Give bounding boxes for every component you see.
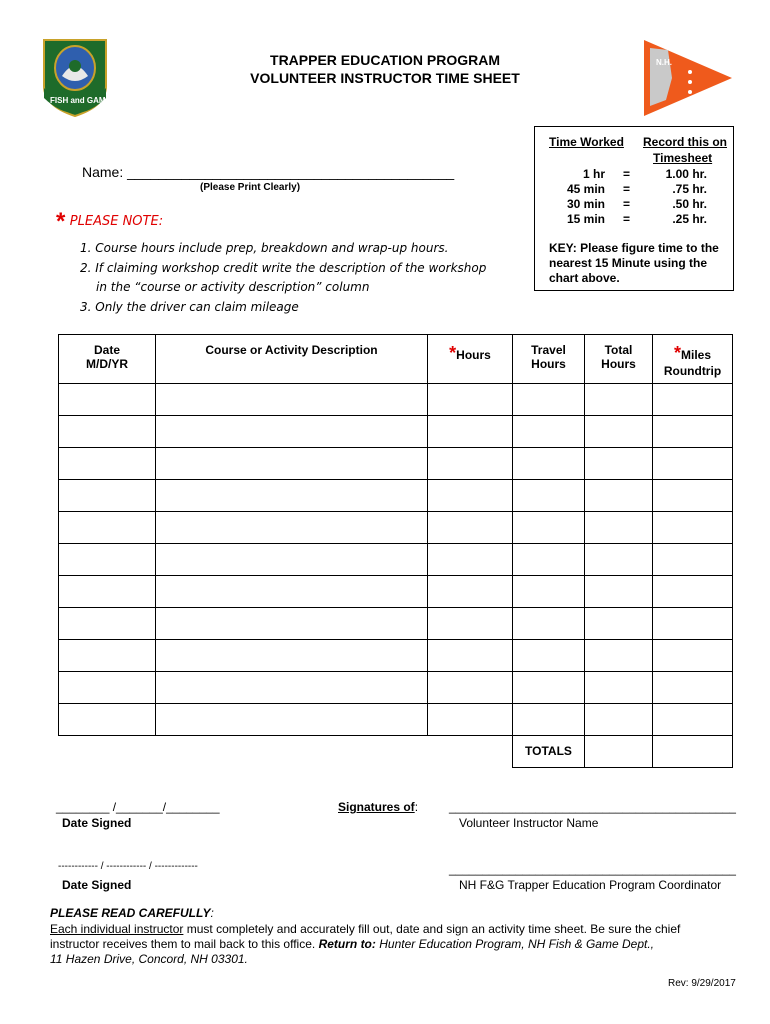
key-text-line3: chart above.: [549, 271, 620, 285]
travel-hours-cell[interactable]: [513, 576, 585, 608]
table-row[interactable]: [59, 448, 733, 480]
name-input-line[interactable]: __________________________________________: [127, 164, 455, 180]
record-header: Record this on: [643, 135, 728, 149]
totals-label: TOTALS: [513, 736, 585, 768]
date-cell[interactable]: [59, 544, 156, 576]
total-hours-cell[interactable]: [585, 416, 653, 448]
date-cell[interactable]: [59, 416, 156, 448]
note-item-2: 2. If claiming workshop credit write the description of the workshop: [80, 261, 487, 275]
key-text-line2: nearest 15 Minute using the: [549, 256, 708, 270]
equals-sign: =: [623, 197, 631, 211]
description-cell[interactable]: [156, 640, 428, 672]
note-item-1: 1. Course hours include prep, breakdown and wrap-up hours.: [80, 241, 449, 255]
hours-cell[interactable]: [428, 640, 513, 672]
equals-sign: =: [623, 167, 631, 181]
table-row[interactable]: [59, 576, 733, 608]
logo-text: FISH and GAME: [50, 96, 111, 105]
total-hours-cell[interactable]: [585, 704, 653, 736]
table-row[interactable]: [59, 384, 733, 416]
table-row[interactable]: [59, 480, 733, 512]
miles-cell[interactable]: [653, 608, 733, 640]
key-text-line1: KEY: Please figure time to the: [549, 241, 719, 255]
date-cell[interactable]: [59, 448, 156, 480]
name-hint: (Please Print Clearly): [200, 182, 301, 193]
travel-hours-cell[interactable]: [513, 544, 585, 576]
record-header-line2: Timesheet: [653, 151, 713, 165]
document-title-line1: TRAPPER EDUCATION PROGRAM: [270, 52, 500, 68]
miles-cell[interactable]: [653, 576, 733, 608]
description-cell[interactable]: [156, 480, 428, 512]
date-cell[interactable]: [59, 704, 156, 736]
travel-hours-cell[interactable]: [513, 416, 585, 448]
time-worked-cell: 30 min: [566, 197, 605, 211]
name-field[interactable]: [82, 164, 454, 180]
please-note-label: PLEASE NOTE:: [69, 214, 164, 229]
signatures-label: Signatures of:: [338, 800, 419, 814]
table-row[interactable]: [59, 416, 733, 448]
description-cell[interactable]: [156, 448, 428, 480]
travel-hours-cell[interactable]: [513, 384, 585, 416]
equals-sign: =: [623, 212, 631, 226]
description-cell[interactable]: [156, 512, 428, 544]
table-row[interactable]: [59, 704, 733, 736]
time-worked-header: Time Worked: [549, 135, 624, 149]
total-hours-cell[interactable]: [585, 448, 653, 480]
date-signed-line-1[interactable]: ________ /_______/________: [56, 800, 220, 814]
date-cell[interactable]: [59, 608, 156, 640]
table-row[interactable]: [59, 672, 733, 704]
note-star: *: [56, 208, 66, 235]
miles-cell[interactable]: [653, 512, 733, 544]
logo-text: N.H.: [656, 58, 672, 67]
time-conversion-box: [534, 126, 734, 291]
coordinator-signature-line[interactable]: ___________________________________________: [449, 862, 736, 876]
travel-hours-cell[interactable]: [513, 608, 585, 640]
total-hours-cell[interactable]: [585, 384, 653, 416]
total-hours-cell[interactable]: [585, 576, 653, 608]
miles-cell[interactable]: [653, 384, 733, 416]
total-hours-cell[interactable]: [585, 544, 653, 576]
miles-cell[interactable]: [653, 480, 733, 512]
table-header-row: [59, 335, 733, 384]
hours-cell[interactable]: [428, 384, 513, 416]
description-cell[interactable]: [156, 544, 428, 576]
total-miles-sum-cell[interactable]: [653, 736, 733, 768]
equals-sign: =: [623, 182, 631, 196]
travel-hours-cell[interactable]: [513, 640, 585, 672]
date-cell[interactable]: [59, 384, 156, 416]
hours-cell[interactable]: [428, 480, 513, 512]
note-item-2-continued: in the “course or activity description” column: [96, 280, 370, 294]
miles-cell[interactable]: [653, 544, 733, 576]
hours-cell[interactable]: [428, 608, 513, 640]
total-hours-cell[interactable]: [585, 608, 653, 640]
instructions-line-1: Each individual instructor must completely and accurately fill out, date and sign an activity time sheet. Be sure the chief: [50, 922, 681, 936]
document-title-line2: VOLUNTEER INSTRUCTOR TIME SHEET: [250, 70, 520, 86]
record-cell: 1.00 hr.: [665, 167, 707, 181]
header-hours: *Hours: [428, 335, 513, 384]
description-cell[interactable]: [156, 608, 428, 640]
instructions-line-3: 11 Hazen Drive, Concord, NH 03301.: [50, 952, 248, 966]
hours-cell[interactable]: [428, 704, 513, 736]
volunteer-signature-line[interactable]: ___________________________________________: [449, 800, 736, 814]
time-worked-cell: 1 hr: [582, 167, 605, 181]
date-cell[interactable]: [59, 512, 156, 544]
miles-cell[interactable]: [653, 448, 733, 480]
time-worked-cell: 15 min: [566, 212, 605, 226]
hours-cell[interactable]: [428, 544, 513, 576]
total-hours-sum-cell[interactable]: [585, 736, 653, 768]
travel-hours-cell[interactable]: [513, 480, 585, 512]
miles-cell[interactable]: [653, 640, 733, 672]
description-cell[interactable]: [156, 576, 428, 608]
header-total-hours: Total Hours: [585, 335, 653, 384]
hours-cell[interactable]: [428, 512, 513, 544]
table-row[interactable]: [59, 608, 733, 640]
note-heading: [56, 208, 163, 236]
date-signed-label-1: Date Signed: [62, 816, 132, 830]
miles-cell[interactable]: [653, 416, 733, 448]
header-date: Date M/D/YR: [59, 335, 156, 384]
table-row[interactable]: [59, 640, 733, 672]
description-cell[interactable]: [156, 704, 428, 736]
date-cell[interactable]: [59, 576, 156, 608]
totals-row: [59, 736, 733, 768]
description-cell[interactable]: [156, 416, 428, 448]
time-sheet-table: [58, 334, 733, 768]
travel-hours-cell[interactable]: [513, 512, 585, 544]
record-cell: .50 hr.: [672, 197, 707, 211]
read-carefully-heading: PLEASE READ CAREFULLY:: [50, 906, 214, 920]
header-travel-hours: Travel Hours: [513, 335, 585, 384]
total-hours-cell[interactable]: [585, 480, 653, 512]
header-description: Course or Activity Description: [156, 335, 428, 384]
date-signed-line-2[interactable]: ------------ / ------------ / -------------: [58, 861, 198, 872]
date-cell[interactable]: [59, 640, 156, 672]
date-signed-label-2: Date Signed: [62, 878, 132, 892]
hours-cell[interactable]: [428, 576, 513, 608]
miles-cell[interactable]: [653, 672, 733, 704]
description-cell[interactable]: [156, 384, 428, 416]
time-worked-cell: 45 min: [566, 182, 605, 196]
total-hours-cell[interactable]: [585, 672, 653, 704]
note-item-3: 3. Only the driver can claim mileage: [80, 300, 299, 314]
date-cell[interactable]: [59, 480, 156, 512]
record-cell: .25 hr.: [672, 212, 707, 226]
date-cell[interactable]: [59, 672, 156, 704]
volunteer-signature-label: Volunteer Instructor Name: [459, 816, 599, 830]
description-cell[interactable]: [156, 672, 428, 704]
hours-cell[interactable]: [428, 448, 513, 480]
travel-hours-cell[interactable]: [513, 672, 585, 704]
hours-cell[interactable]: [428, 672, 513, 704]
header-miles-roundtrip: *Miles Roundtrip: [653, 335, 733, 384]
table-row[interactable]: [59, 512, 733, 544]
total-hours-cell[interactable]: [585, 512, 653, 544]
record-cell: .75 hr.: [672, 182, 707, 196]
travel-hours-cell[interactable]: [513, 704, 585, 736]
revision-date: Rev: 9/29/2017: [668, 978, 736, 989]
name-label: Name:: [82, 164, 124, 180]
miles-cell[interactable]: [653, 704, 733, 736]
instructions-line-2: instructor receives them to mail back to this office. Return to: Hunter Education Program, NH Fish & Game Dept.,: [50, 937, 654, 951]
trapper-education-logo: [642, 38, 734, 118]
coordinator-signature-label: NH F&G Trapper Education Program Coordinator: [459, 878, 722, 892]
table-row[interactable]: [59, 544, 733, 576]
travel-hours-cell[interactable]: [513, 448, 585, 480]
total-hours-cell[interactable]: [585, 640, 653, 672]
hours-cell[interactable]: [428, 416, 513, 448]
